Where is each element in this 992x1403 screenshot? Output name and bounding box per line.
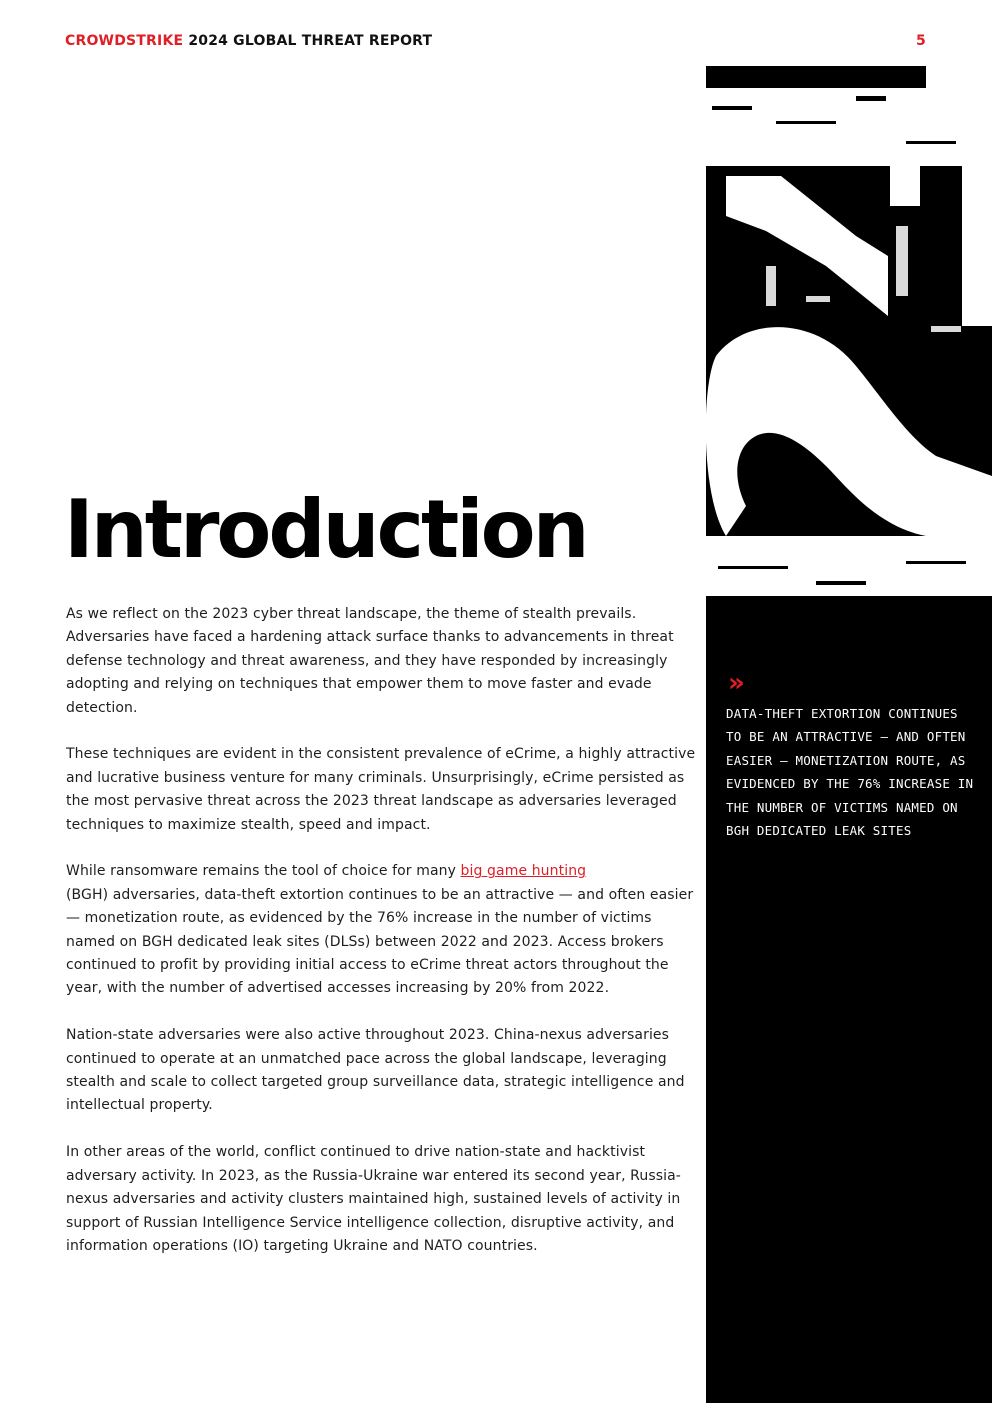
report-header bbox=[65, 33, 432, 49]
paragraph-3 bbox=[66, 860, 696, 1000]
body-text bbox=[66, 603, 696, 1282]
double-chevron-icon: » bbox=[728, 668, 739, 698]
paragraph-3-rest: (BGH) adversaries, data-theft extortion continues to be an attractive — and often easier — monetization route, as evidenced by the 76% increase in the number of victims named on BGH dedicated leak sites (DLSs) between 2022 and 2023. Access brokers continued to profit by providing initial access to eCrime threat actors throughout the year, with the number of advertised accesses increasing by 20% from 2022. bbox=[66, 886, 694, 997]
paragraph-3-lead: While ransomware remains the tool of choice for many bbox=[66, 863, 461, 880]
page-number: 5 bbox=[916, 33, 926, 49]
report-title: 2024 GLOBAL THREAT REPORT bbox=[188, 33, 433, 49]
paragraph-5: In other areas of the world, conflict continued to drive nation-state and hacktivist adversary activity. In 2023, as the Russia-Ukraine war entered its second year, Russia-nexus adversaries and activity clusters maintained high, sustained levels of activity in support of Russian Intelligence Service intelligence collection, disruptive activity, and information operations (IO) targeting Ukraine and NATO countries. bbox=[66, 1144, 681, 1254]
page-title: Introduction bbox=[64, 483, 587, 576]
pull-quote: DATA-THEFT EXTORTION CONTINUES TO BE AN ATTRACTIVE — AND OFTEN EASIER — MONETIZATION ROUTE, AS EVIDENCED BY THE 76% INCREASE IN THE NUMBER OF VICTIMS NAMED ON BGH DEDICATED LEAK SITES bbox=[726, 706, 974, 839]
paragraph-2: These techniques are evident in the consistent prevalence of eCrime, a highly attractive and lucrative business venture for many criminals. Unsurprisingly, eCrime persisted as the most pervasive threat across the 2023 threat landscape as adversaries leveraged techniques to maximize stealth, speed and impact. bbox=[66, 746, 696, 833]
brand-name: CROWDSTRIKE bbox=[65, 33, 184, 49]
paragraph-1: As we reflect on the 2023 cyber threat landscape, the theme of stealth prevails. Adversaries have faced a hardening attack surface thanks to advancements in threat defense technology and threat awareness, and they have responded by increasingly adopting and relying on techniques that empower them to move faster and evade detection. bbox=[66, 606, 674, 716]
paragraph-4: Nation-state adversaries were also active throughout 2023. China-nexus adversaries continued to operate at an unmatched pace across the global landscape, leveraging stealth and scale to collect targeted group surveillance data, strategic intelligence and intellectual property. bbox=[66, 1027, 685, 1114]
big-game-hunting-link[interactable]: big game hunting bbox=[460, 863, 587, 880]
glitch-artwork-image bbox=[706, 66, 992, 606]
